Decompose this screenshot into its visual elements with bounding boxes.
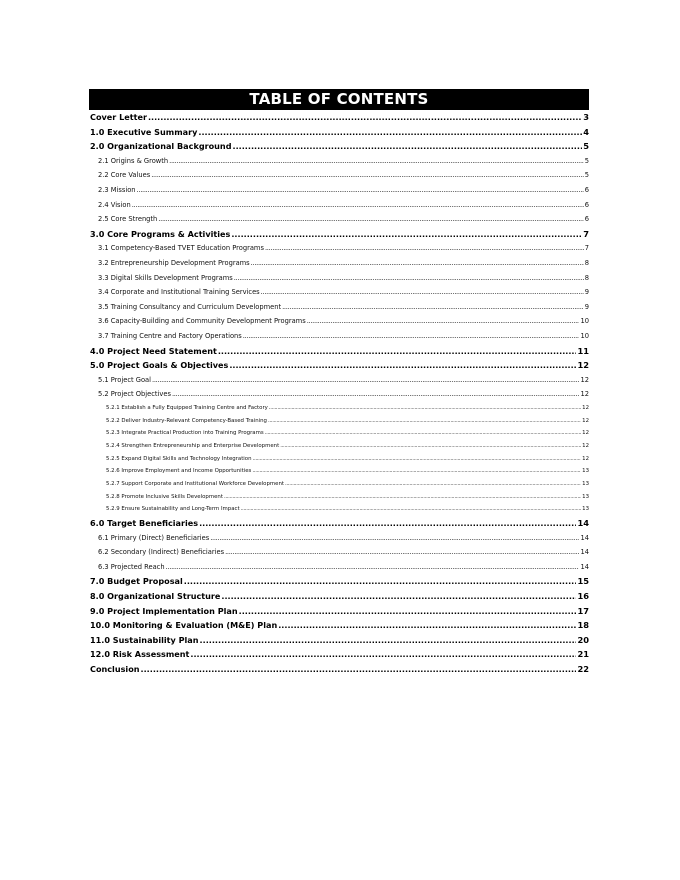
dot-leader bbox=[225, 545, 579, 560]
dot-leader bbox=[200, 633, 577, 648]
dot-leader bbox=[265, 241, 584, 256]
dot-leader bbox=[158, 212, 583, 227]
toc-entry-label: 5.2.4 Strengthen Entrepreneurship and Enterprise Development bbox=[106, 442, 280, 449]
dot-leader bbox=[137, 183, 584, 198]
dot-leader bbox=[269, 402, 581, 415]
toc-entry-page-number: 5 bbox=[583, 141, 589, 152]
toc-entry[interactable] bbox=[89, 314, 589, 329]
toc-entry-page-number: 13 bbox=[582, 468, 589, 475]
toc-entry-label: 2.1 Origins & Growth bbox=[98, 156, 169, 165]
toc-entry-page-number: 12 bbox=[580, 375, 589, 384]
dot-leader bbox=[151, 168, 584, 183]
toc-entry[interactable] bbox=[89, 227, 589, 242]
dot-leader bbox=[307, 314, 580, 329]
dot-leader bbox=[234, 271, 584, 286]
toc-entry-page-number: 12 bbox=[582, 455, 589, 462]
dot-leader bbox=[224, 491, 581, 504]
toc-entry-label: 2.0 Organizational Background bbox=[90, 141, 232, 152]
toc-entry-label: 9.0 Project Implementation Plan bbox=[90, 605, 238, 616]
dot-leader bbox=[253, 453, 582, 466]
toc-entry-label: 3.4 Corporate and Institutional Training Services bbox=[98, 288, 260, 297]
dot-leader bbox=[252, 465, 581, 478]
toc-entry[interactable] bbox=[89, 402, 589, 415]
dot-leader bbox=[231, 227, 582, 242]
toc-entry[interactable] bbox=[89, 531, 589, 546]
toc-entry-page-number: 3 bbox=[583, 112, 589, 122]
toc-entries bbox=[89, 109, 589, 677]
dot-leader bbox=[172, 387, 580, 402]
toc-entry[interactable] bbox=[89, 344, 589, 359]
toc-entry[interactable] bbox=[89, 198, 589, 213]
toc-entry[interactable] bbox=[89, 647, 589, 662]
toc-entry-label: 1.0 Executive Summary bbox=[90, 126, 198, 137]
toc-entry-label: 10.0 Monitoring & Evaluation (M&E) Plan bbox=[90, 620, 278, 631]
toc-entry-page-number: 6 bbox=[584, 200, 589, 209]
toc-entry-label: 3.0 Core Programs & Activities bbox=[90, 228, 231, 239]
toc-entry-page-number: 13 bbox=[582, 481, 589, 487]
toc-entry-label: 3.1 Competency-Based TVET Education Programs bbox=[98, 244, 264, 253]
toc-entry-page-number: 9 bbox=[584, 288, 589, 297]
toc-entry[interactable] bbox=[89, 168, 589, 183]
toc-entry-page-number: 12 bbox=[582, 430, 589, 437]
toc-entry-page-number: 13 bbox=[582, 493, 589, 500]
toc-entry[interactable] bbox=[89, 491, 589, 504]
toc-entry[interactable] bbox=[89, 329, 589, 344]
toc-entry[interactable] bbox=[89, 465, 589, 478]
toc-entry-label: 6.1 Primary (Direct) Beneficiaries bbox=[98, 533, 210, 542]
toc-entry[interactable] bbox=[89, 453, 589, 466]
dot-leader bbox=[221, 589, 576, 604]
toc-entry[interactable] bbox=[89, 358, 589, 373]
toc-entry-page-number: 20 bbox=[577, 634, 589, 645]
toc-entry-label: Cover Letter bbox=[90, 112, 147, 122]
dot-leader bbox=[199, 516, 576, 531]
toc-entry-label: 5.2.6 Improve Employment and Income Opportunities bbox=[106, 468, 252, 475]
dot-leader bbox=[229, 358, 576, 373]
toc-entry[interactable] bbox=[89, 618, 589, 633]
toc-entry-page-number: 8 bbox=[584, 258, 589, 267]
toc-entry-label: 5.2.2 Deliver Industry-Relevant Competency-Based Training bbox=[106, 417, 267, 424]
toc-entry-label: 3.5 Training Consultancy and Curriculum Development bbox=[98, 302, 282, 311]
toc-entry[interactable] bbox=[89, 516, 589, 531]
toc-entry-label: 5.2.9 Ensure Sustainability and Long-Term Impact bbox=[106, 506, 240, 513]
toc-entry-label: 5.2.7 Support Corporate and Institutional Workforce Development bbox=[106, 481, 284, 487]
dot-leader bbox=[285, 478, 581, 491]
toc-entry-page-number: 12 bbox=[582, 442, 589, 449]
toc-entry-label: 8.0 Organizational Structure bbox=[90, 591, 221, 602]
dot-leader bbox=[141, 662, 577, 677]
toc-entry-page-number: 12 bbox=[577, 360, 589, 371]
toc-entry-label: 7.0 Budget Proposal bbox=[90, 576, 183, 587]
toc-entry-page-number: 22 bbox=[577, 664, 589, 674]
toc-entry-page-number: 13 bbox=[582, 506, 589, 513]
table-of-contents bbox=[89, 89, 589, 677]
toc-entry-page-number: 10 bbox=[580, 331, 589, 340]
toc-entry-page-number: 5 bbox=[584, 171, 589, 180]
toc-entry-label: 6.3 Projected Reach bbox=[98, 562, 165, 571]
dot-leader bbox=[169, 154, 584, 169]
toc-entry-page-number: 6 bbox=[584, 215, 589, 224]
toc-entry[interactable] bbox=[89, 125, 589, 140]
toc-entry[interactable] bbox=[89, 503, 589, 516]
toc-entry[interactable] bbox=[89, 285, 589, 300]
dot-leader bbox=[251, 256, 584, 271]
toc-entry-page-number: 18 bbox=[577, 620, 589, 631]
toc-entry-page-number: 12 bbox=[582, 417, 589, 424]
toc-entry[interactable] bbox=[89, 139, 589, 154]
toc-entry[interactable] bbox=[89, 427, 589, 440]
dot-leader bbox=[166, 560, 580, 575]
toc-entry-label: 2.5 Core Strength bbox=[98, 215, 158, 224]
toc-entry-label: 6.2 Secondary (Indirect) Beneficiaries bbox=[98, 548, 225, 557]
toc-entry-page-number: 14 bbox=[580, 562, 589, 571]
toc-entry[interactable] bbox=[89, 110, 589, 125]
toc-entry-page-number: 15 bbox=[577, 576, 589, 587]
dot-leader bbox=[233, 139, 583, 154]
toc-entry-page-number: 12 bbox=[582, 404, 589, 411]
toc-entry-label: 5.2.8 Promote Inclusive Skills Development bbox=[106, 493, 223, 500]
toc-entry-page-number: 8 bbox=[584, 273, 589, 282]
toc-entry[interactable] bbox=[89, 300, 589, 315]
toc-entry-page-number: 12 bbox=[580, 390, 589, 399]
toc-entry-page-number: 14 bbox=[577, 518, 589, 529]
toc-entry[interactable] bbox=[89, 478, 589, 491]
toc-entry[interactable] bbox=[89, 387, 589, 402]
toc-entry-label: 5.2.5 Expand Digital Skills and Technology Integration bbox=[106, 455, 252, 462]
dot-leader bbox=[280, 440, 581, 453]
toc-entry[interactable] bbox=[89, 574, 589, 589]
toc-entry-label: 6.0 Target Beneficiaries bbox=[90, 518, 199, 529]
toc-entry-label: Conclusion bbox=[90, 664, 140, 674]
toc-entry-page-number: 14 bbox=[580, 533, 589, 542]
toc-title: TABLE OF CONTENTS bbox=[89, 89, 589, 109]
dot-leader bbox=[261, 285, 584, 300]
toc-entry-label: 2.3 Mission bbox=[98, 185, 136, 194]
toc-entry-label: 11.0 Sustainability Plan bbox=[90, 634, 199, 645]
toc-entry-page-number: 5 bbox=[584, 156, 589, 165]
toc-entry[interactable] bbox=[89, 241, 589, 256]
toc-entry[interactable] bbox=[89, 560, 589, 575]
toc-entry[interactable] bbox=[89, 154, 589, 169]
toc-entry-page-number: 7 bbox=[584, 244, 589, 253]
toc-entry[interactable] bbox=[89, 373, 589, 388]
toc-entry-page-number: 9 bbox=[584, 302, 589, 311]
toc-entry[interactable] bbox=[89, 183, 589, 198]
toc-entry[interactable] bbox=[89, 271, 589, 286]
toc-entry-label: 4.0 Project Need Statement bbox=[90, 345, 217, 356]
dot-leader bbox=[132, 198, 584, 213]
toc-entry[interactable] bbox=[89, 440, 589, 453]
dot-leader bbox=[278, 618, 576, 633]
toc-entry-label: 3.7 Training Centre and Factory Operations bbox=[98, 331, 242, 340]
dot-leader bbox=[152, 373, 579, 388]
dot-leader bbox=[148, 110, 582, 125]
toc-entry-label: 5.1 Project Goal bbox=[98, 375, 151, 384]
dot-leader bbox=[218, 344, 577, 359]
dot-leader bbox=[268, 415, 581, 428]
dot-leader bbox=[184, 574, 577, 589]
toc-entry-label: 5.2.3 Integrate Practical Production into Training Programs bbox=[106, 430, 264, 437]
toc-entry[interactable] bbox=[89, 415, 589, 428]
dot-leader bbox=[243, 329, 580, 344]
toc-entry-page-number: 17 bbox=[577, 605, 589, 616]
toc-entry[interactable] bbox=[89, 545, 589, 560]
toc-entry-label: 2.4 Vision bbox=[98, 200, 131, 209]
toc-entry-page-number: 21 bbox=[577, 649, 589, 660]
dot-leader bbox=[190, 647, 576, 662]
toc-entry[interactable] bbox=[89, 662, 589, 677]
toc-entry-label: 5.2 Project Objectives bbox=[98, 390, 171, 399]
toc-entry[interactable] bbox=[89, 212, 589, 227]
toc-entry-label: 12.0 Risk Assessment bbox=[90, 649, 190, 660]
toc-entry-page-number: 10 bbox=[580, 317, 589, 326]
dot-leader bbox=[241, 503, 582, 516]
toc-entry-page-number: 7 bbox=[583, 228, 589, 239]
toc-entry-label: 3.6 Capacity-Building and Community Development Programs bbox=[98, 317, 306, 326]
toc-entry[interactable] bbox=[89, 633, 589, 648]
toc-entry[interactable] bbox=[89, 604, 589, 619]
toc-entry-label: 5.0 Project Goals & Objectives bbox=[90, 360, 229, 371]
dot-leader bbox=[282, 300, 584, 315]
toc-entry-label: 3.2 Entrepreneurship Development Programs bbox=[98, 258, 250, 267]
toc-entry-page-number: 16 bbox=[577, 591, 589, 602]
toc-entry-page-number: 11 bbox=[577, 345, 589, 356]
toc-entry[interactable] bbox=[89, 256, 589, 271]
dot-leader bbox=[239, 604, 577, 619]
toc-entry-page-number: 14 bbox=[580, 548, 589, 557]
dot-leader bbox=[198, 125, 582, 140]
toc-entry-label: 5.2.1 Establish a Fully Equipped Training Centre and Factory bbox=[106, 404, 268, 411]
toc-entry-page-number: 6 bbox=[584, 185, 589, 194]
toc-entry-page-number: 4 bbox=[583, 126, 589, 137]
dot-leader bbox=[265, 427, 581, 440]
toc-entry-label: 3.3 Digital Skills Development Programs bbox=[98, 273, 233, 282]
toc-entry[interactable] bbox=[89, 589, 589, 604]
dot-leader bbox=[210, 531, 579, 546]
toc-entry-label: 2.2 Core Values bbox=[98, 171, 151, 180]
